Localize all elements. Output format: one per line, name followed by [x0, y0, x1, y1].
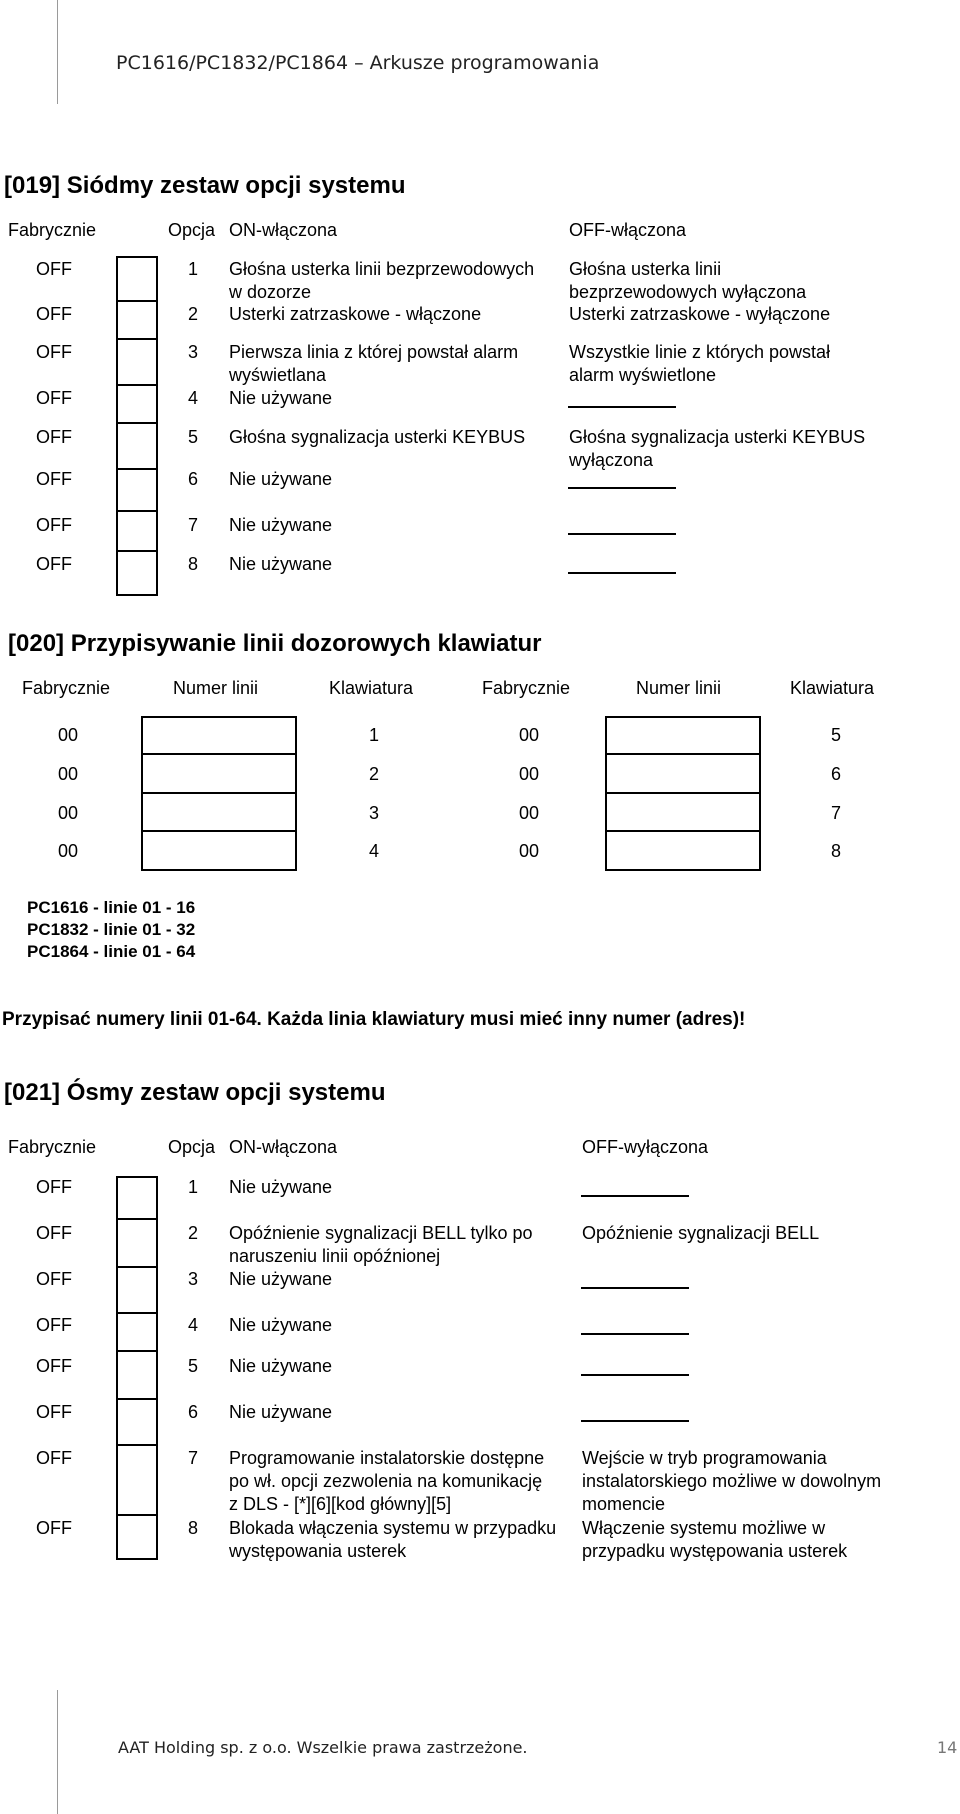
option-off-text: alarm wyświetlone — [569, 365, 717, 385]
option-on-text: Nie używane — [229, 1315, 333, 1335]
keypad-zone-input-right[interactable] — [605, 716, 761, 755]
option-off-text: Głośna sygnalizacja usterki KEYBUS — [569, 427, 866, 447]
option-on-text: Nie używane — [229, 1269, 333, 1289]
option-on-text: Głośna usterka linii bezprzewodowych — [229, 259, 535, 279]
option-off-blank — [568, 533, 676, 535]
keypad-default-left: 00 — [58, 764, 79, 784]
option-number: 3 — [188, 342, 199, 362]
option-number: 6 — [188, 469, 199, 489]
option-number: 4 — [188, 1315, 199, 1335]
s19-col-default: Fabrycznie — [8, 220, 97, 240]
option-default: OFF — [36, 469, 72, 489]
option-checkbox[interactable] — [116, 552, 158, 596]
option-number: 5 — [188, 427, 199, 447]
option-default: OFF — [36, 342, 72, 362]
keypad-default-right: 00 — [519, 764, 540, 784]
option-checkbox[interactable] — [116, 512, 158, 552]
option-off-blank — [581, 1333, 689, 1335]
keypad-default-right: 00 — [519, 803, 540, 823]
option-on-text: naruszeniu linii opóźnionej — [229, 1246, 441, 1266]
keypad-number-right: 5 — [831, 725, 842, 745]
option-off-blank — [581, 1195, 689, 1197]
option-off-blank — [568, 487, 676, 489]
option-default: OFF — [36, 1177, 72, 1197]
option-off-text: Opóźnienie sygnalizacji BELL — [582, 1223, 820, 1243]
keypad-zone-input-left[interactable] — [141, 832, 297, 871]
header-rule — [57, 0, 58, 104]
option-checkbox[interactable] — [116, 1314, 158, 1352]
option-number: 2 — [188, 304, 199, 324]
option-checkbox[interactable] — [116, 1400, 158, 1446]
keypad-default-left: 00 — [58, 803, 79, 823]
option-checkbox[interactable] — [116, 1516, 158, 1560]
s20-col-zone-left: Numer linii — [173, 678, 259, 698]
option-on-text: Pierwsza linia z której powstał alarm — [229, 342, 519, 362]
keypad-zone-input-right[interactable] — [605, 755, 761, 794]
option-checkbox[interactable] — [116, 340, 158, 386]
keypad-zone-input-left[interactable] — [141, 755, 297, 794]
s20-col-default-right: Fabrycznie — [482, 678, 571, 698]
s19-col-option: Opcja — [168, 220, 216, 240]
option-checkbox[interactable] — [116, 1446, 158, 1516]
option-checkbox[interactable] — [116, 1352, 158, 1400]
option-on-text: występowania usterek — [229, 1541, 407, 1561]
option-checkbox[interactable] — [116, 424, 158, 470]
s20-col-keypad-right: Klawiatura — [790, 678, 875, 698]
section-020-title: [020] Przypisywanie linii dozorowych klawiatur — [8, 630, 542, 657]
option-off-text: bezprzewodowych wyłączona — [569, 282, 807, 302]
option-on-text: Nie używane — [229, 1356, 333, 1376]
keypad-default-left: 00 — [58, 725, 79, 745]
option-checkbox[interactable] — [116, 1220, 158, 1268]
option-on-text: Programowanie instalatorskie dostępne — [229, 1448, 545, 1468]
option-number: 3 — [188, 1269, 199, 1289]
option-on-text: Nie używane — [229, 1402, 333, 1422]
option-checkbox[interactable] — [116, 256, 158, 302]
option-number: 7 — [188, 515, 199, 535]
option-on-text: wyświetlana — [229, 365, 327, 385]
option-off-text: wyłączona — [569, 450, 654, 470]
keypad-zone-input-right[interactable] — [605, 794, 761, 832]
s21-col-on: ON-włączona — [229, 1137, 338, 1157]
option-off-text: Głośna usterka linii — [569, 259, 722, 279]
option-on-text: Głośna sygnalizacja usterki KEYBUS — [229, 427, 526, 447]
keypad-number-right: 7 — [831, 803, 842, 823]
s21-col-default: Fabrycznie — [8, 1137, 97, 1157]
s20-col-default-left: Fabrycznie — [22, 678, 111, 698]
option-number: 6 — [188, 1402, 199, 1422]
option-off-text: Wszystkie linie z których powstał — [569, 342, 831, 362]
option-default: OFF — [36, 515, 72, 535]
option-on-text: Nie używane — [229, 469, 333, 489]
option-number: 5 — [188, 1356, 199, 1376]
keypad-zone-input-left[interactable] — [141, 794, 297, 832]
option-on-text: Nie używane — [229, 515, 333, 535]
keypad-default-right: 00 — [519, 725, 540, 745]
option-off-text: przypadku występowania usterek — [582, 1541, 848, 1561]
option-off-text: Włączenie systemu możliwe w — [582, 1518, 826, 1538]
option-default: OFF — [36, 1315, 72, 1335]
keypad-number-left: 2 — [369, 764, 380, 784]
s20-col-keypad-left: Klawiatura — [329, 678, 414, 698]
option-off-blank — [581, 1374, 689, 1376]
s21-col-off: OFF-wyłączona — [582, 1137, 709, 1157]
option-off-text: instalatorskiego możliwe w dowolnym — [582, 1471, 882, 1491]
s19-col-on: ON-włączona — [229, 220, 338, 240]
option-default: OFF — [36, 1269, 72, 1289]
option-checkbox[interactable] — [116, 470, 158, 512]
option-checkbox[interactable] — [116, 1176, 158, 1220]
s20-col-zone-right: Numer linii — [636, 678, 722, 698]
footer-rule — [57, 1690, 58, 1814]
option-off-text: Usterki zatrzaskowe - wyłączone — [569, 304, 831, 324]
option-default: OFF — [36, 1356, 72, 1376]
keypad-number-left: 1 — [369, 725, 380, 745]
option-number: 1 — [188, 1177, 199, 1197]
s21-col-option: Opcja — [168, 1137, 216, 1157]
option-off-blank — [581, 1287, 689, 1289]
option-default: OFF — [36, 1402, 72, 1422]
option-off-text: Wejście w tryb programowania — [582, 1448, 827, 1468]
option-checkbox[interactable] — [116, 386, 158, 424]
option-checkbox[interactable] — [116, 302, 158, 340]
section-019-title: [019] Siódmy zestaw opcji systemu — [4, 172, 406, 199]
keypad-default-left: 00 — [58, 841, 79, 861]
option-off-blank — [568, 572, 676, 574]
option-default: OFF — [36, 427, 72, 447]
option-default: OFF — [36, 554, 72, 574]
option-number: 8 — [188, 1518, 199, 1538]
s20-note-2: PC1832 - linie 01 - 32 — [27, 920, 196, 939]
page-number: 14 — [937, 1738, 958, 1757]
keypad-number-right: 8 — [831, 841, 842, 861]
option-number: 1 — [188, 259, 199, 279]
keypad-default-right: 00 — [519, 841, 540, 861]
option-default: OFF — [36, 259, 72, 279]
option-on-text: po wł. opcji zezwolenia na komunikację — [229, 1471, 543, 1491]
option-off-blank — [568, 406, 676, 408]
option-on-text: Nie używane — [229, 554, 333, 574]
option-number: 4 — [188, 388, 199, 408]
option-off-text: momencie — [582, 1494, 666, 1514]
section-021-title: [021] Ósmy zestaw opcji systemu — [4, 1079, 386, 1106]
option-on-text: z DLS - [*][6][kod główny][5] — [229, 1494, 452, 1514]
option-checkbox[interactable] — [116, 1268, 158, 1314]
option-on-text: Opóźnienie sygnalizacji BELL tylko po — [229, 1223, 533, 1243]
footer-copyright: AAT Holding sp. z o.o. Wszelkie prawa zastrzeżone. — [118, 1738, 528, 1757]
option-on-text: Blokada włączenia systemu w przypadku — [229, 1518, 557, 1538]
option-number: 7 — [188, 1448, 199, 1468]
option-on-text: Nie używane — [229, 1177, 333, 1197]
option-number: 2 — [188, 1223, 199, 1243]
option-default: OFF — [36, 1518, 72, 1538]
keypad-zone-input-right[interactable] — [605, 832, 761, 871]
option-default: OFF — [36, 388, 72, 408]
keypad-number-left: 3 — [369, 803, 380, 823]
keypad-number-left: 4 — [369, 841, 380, 861]
option-on-text: Usterki zatrzaskowe - włączone — [229, 304, 482, 324]
page-header-title: PC1616/PC1832/PC1864 – Arkusze programowania — [116, 52, 600, 74]
option-number: 8 — [188, 554, 199, 574]
option-off-blank — [581, 1420, 689, 1422]
option-on-text: w dozorze — [229, 282, 312, 302]
option-default: OFF — [36, 1448, 72, 1468]
s20-note-1: PC1616 - linie 01 - 16 — [27, 898, 196, 917]
option-default: OFF — [36, 1223, 72, 1243]
s19-col-off: OFF-włączona — [569, 220, 687, 240]
s20-instruction: Przypisać numery linii 01-64. Każda linia klawiatury musi mieć inny numer (adres)! — [2, 1009, 746, 1030]
keypad-number-right: 6 — [831, 764, 842, 784]
keypad-zone-input-left[interactable] — [141, 716, 297, 755]
s20-note-3: PC1864 - linie 01 - 64 — [27, 942, 196, 961]
option-on-text: Nie używane — [229, 388, 333, 408]
option-default: OFF — [36, 304, 72, 324]
